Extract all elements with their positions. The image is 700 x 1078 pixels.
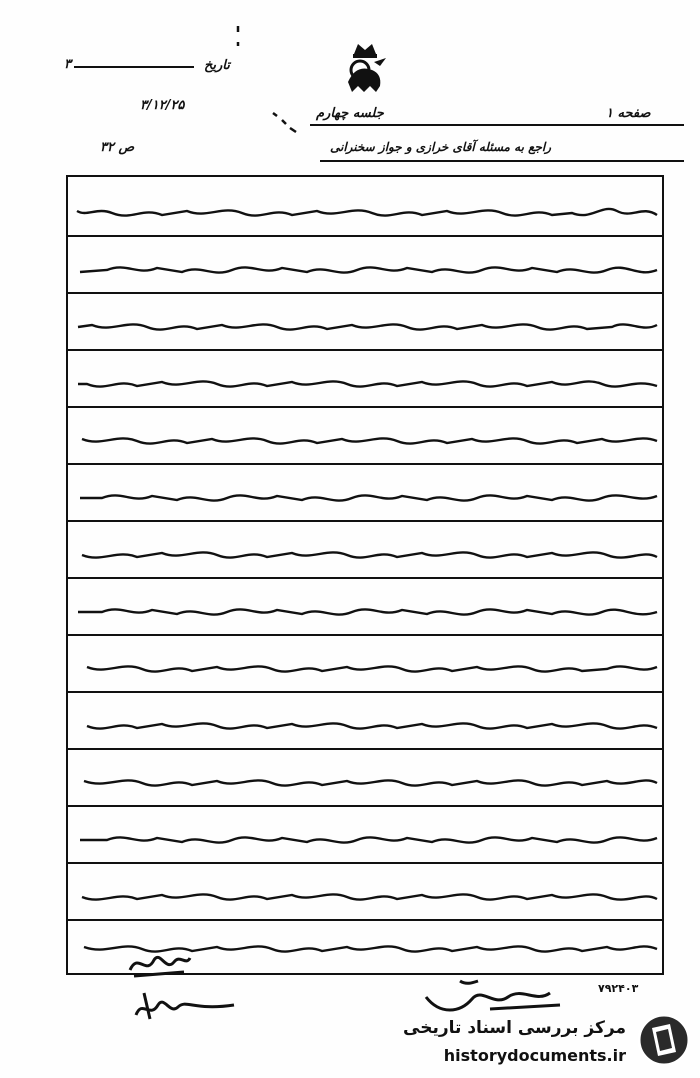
date-dash-line xyxy=(74,66,194,68)
archive-logo-icon xyxy=(636,1012,692,1068)
archive-name: مرکز بررسی اسناد تاریخی xyxy=(403,1018,626,1038)
signature-1 xyxy=(124,942,194,982)
section-label: جلسه چهارم xyxy=(316,106,384,121)
handwriting-line xyxy=(72,655,662,681)
handwriting-line xyxy=(72,256,662,282)
ruled-line xyxy=(68,634,662,636)
ruled-line xyxy=(68,406,662,408)
ruled-line xyxy=(68,463,662,465)
ruled-line xyxy=(68,577,662,579)
ruled-line xyxy=(68,919,662,921)
handwriting-line xyxy=(72,712,662,738)
section-dash-line xyxy=(310,124,600,126)
handwriting-line xyxy=(72,598,662,624)
sheet-label: صفحه ۱ xyxy=(606,106,651,121)
ruled-line xyxy=(68,748,662,750)
handwriting-line xyxy=(72,826,662,852)
handwritten-letter-box xyxy=(66,175,664,975)
signature-3 xyxy=(420,975,570,1017)
ruled-line xyxy=(68,862,662,864)
archive-url: historydocuments.ir xyxy=(443,1046,626,1065)
ruled-line xyxy=(68,520,662,522)
archive-watermark xyxy=(402,1012,692,1072)
ink-mark xyxy=(232,24,244,50)
ruled-line xyxy=(68,292,662,294)
document-number: ۷۹۲۴۰۳ xyxy=(598,982,639,995)
ruled-line xyxy=(68,235,662,237)
handwriting-line xyxy=(72,370,662,396)
date-label: تاریخ xyxy=(204,58,230,73)
signature-2 xyxy=(130,985,240,1025)
handwriting-line xyxy=(72,313,662,339)
number-value: ۳/۱۲/۲۵ xyxy=(140,98,185,113)
handwriting-line xyxy=(72,199,662,225)
ruled-line xyxy=(68,349,662,351)
ruled-line xyxy=(68,691,662,693)
handwriting-line xyxy=(72,484,662,510)
handwriting-line xyxy=(72,883,662,909)
ruled-line xyxy=(68,805,662,807)
ink-dots xyxy=(270,110,300,136)
subject-line: راجع به مسئله آقای خرازی و جواز سخنرانی xyxy=(330,140,552,154)
sheet-dash-line xyxy=(600,124,684,126)
page-mark: ص ۳۲ xyxy=(100,140,135,155)
subject-underline xyxy=(320,160,684,162)
date-value: ۳ xyxy=(64,57,71,72)
handwriting-line xyxy=(72,427,662,453)
lion-and-sun-emblem-icon xyxy=(336,40,394,98)
handwriting-line xyxy=(72,541,662,567)
handwriting-line xyxy=(72,769,662,795)
